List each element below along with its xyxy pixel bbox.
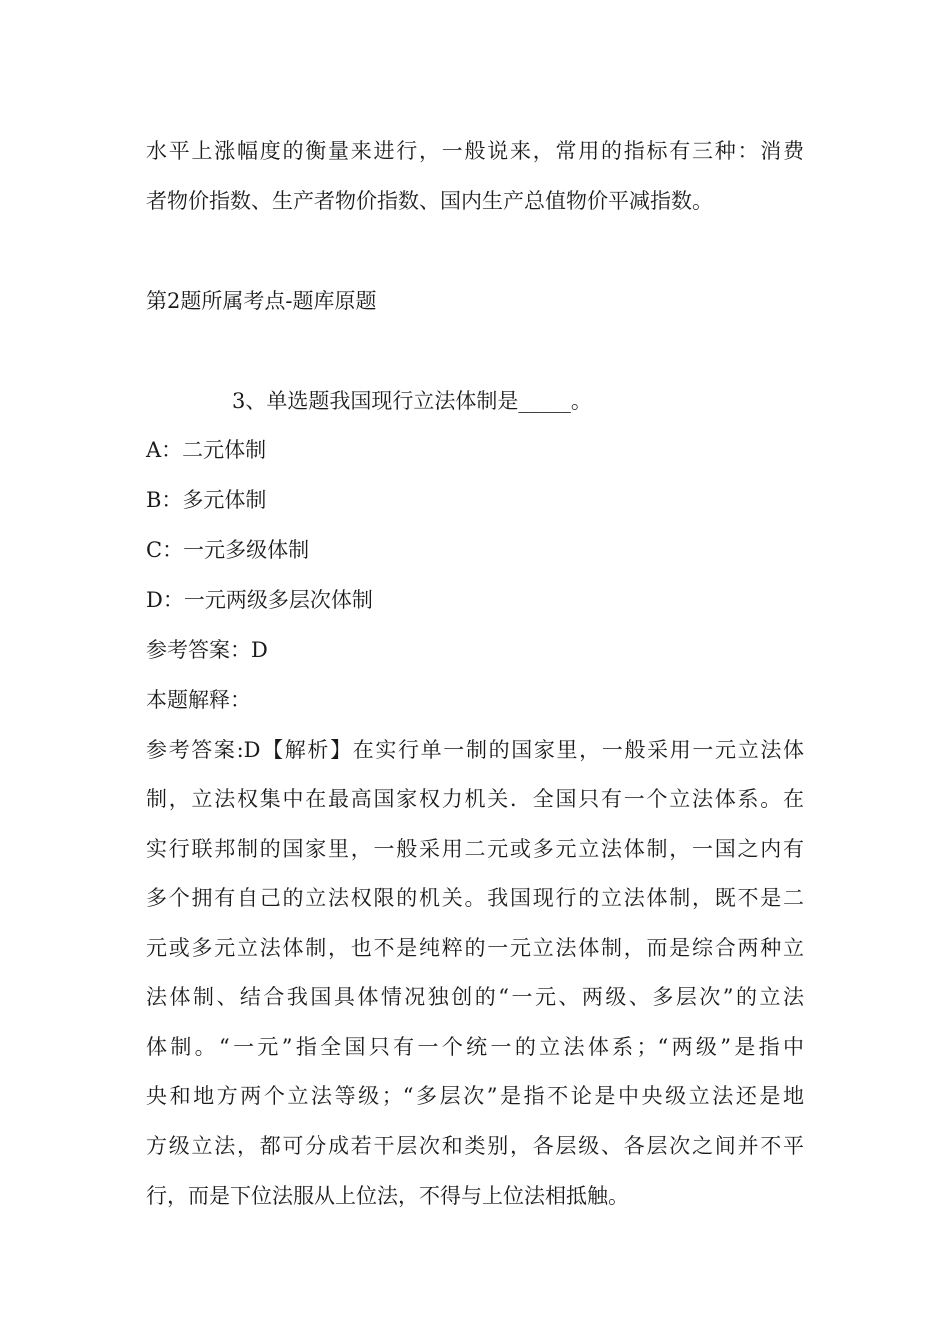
option-a: A：二元体制 — [146, 438, 267, 462]
explanation-line: 参考答案:D【解析】在实行单一制的国家里，一般采用一元立法体 — [146, 738, 804, 762]
option-c: C：一元多级体制 — [146, 538, 310, 562]
answer-text: 参考答案：D — [146, 638, 268, 662]
intro-line-2: 者物价指数、生产者物价指数、国内生产总值物价平减指数。 — [146, 189, 713, 213]
explanation-line: 元或多元立法体制，也不是纯粹的一元立法体制，而是综合两种立 — [146, 936, 804, 960]
explanation-heading: 本题解释： — [146, 688, 251, 712]
section-label: 第2题所属考点-题库原题 — [146, 289, 377, 313]
intro-line-1: 水平上涨幅度的衡量来进行，一般说来，常用的指标有三种：消费 — [146, 139, 804, 163]
explanation-line: 制，立法权集中在最高国家权力机关．全国只有一个立法体系。在 — [146, 787, 804, 811]
option-d: D：一元两级多层次体制 — [146, 588, 373, 612]
explanation-line: 体制。“一元”指全国只有一个统一的立法体系；“两级”是指中 — [146, 1035, 804, 1059]
explanation-line: 法体制、结合我国具体情况独创的“一元、两级、多层次”的立法 — [146, 985, 804, 1009]
question-text: 3、单选题我国现行立法体制是_____。 — [232, 389, 592, 413]
explanation-line: 央和地方两个立法等级；“多层次”是指不论是中央级立法还是地 — [146, 1084, 804, 1108]
explanation-line: 方级立法，都可分成若干层次和类别，各层级、各层次之间并不平 — [146, 1134, 804, 1158]
option-b: B：多元体制 — [146, 488, 267, 512]
explanation-line: 多个拥有自己的立法权限的机关。我国现行的立法体制，既不是二 — [146, 886, 804, 910]
explanation-line: 实行联邦制的国家里，一般采用二元或多元立法体制，一国之内有 — [146, 837, 804, 861]
explanation-line: 行，而是下位法服从上位法，不得与上位法相抵触。 — [146, 1184, 629, 1208]
